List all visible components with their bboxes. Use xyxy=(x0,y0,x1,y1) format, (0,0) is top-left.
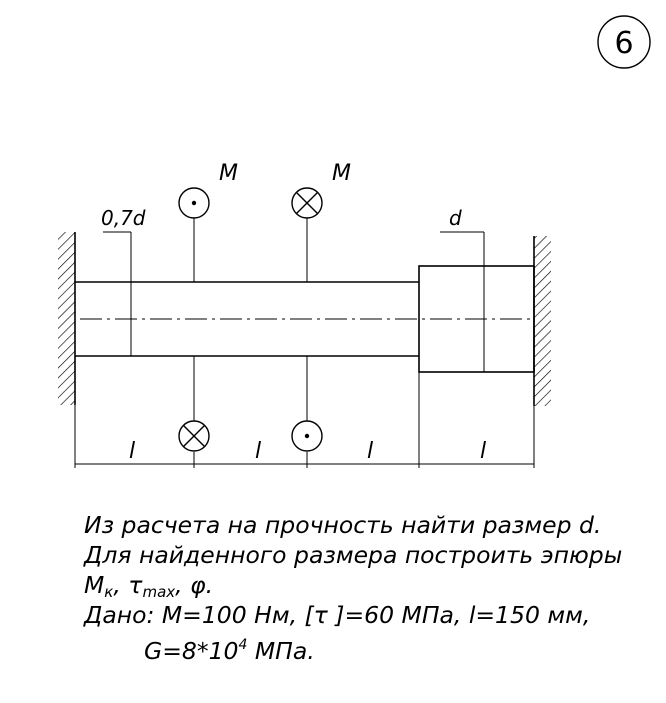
torque-subscript: к xyxy=(104,583,114,601)
line3-rest: , φ. xyxy=(175,571,214,599)
task-line-5 xyxy=(84,630,654,665)
unit-text: МПа. xyxy=(247,637,315,665)
length-label-3: l xyxy=(366,439,374,464)
task-line-3 xyxy=(84,570,654,600)
separator: , xyxy=(113,571,129,599)
length-label-1: l xyxy=(128,439,136,464)
task-line-4: Дано: M=100 Нм, [τ ]=60 МПа, l=150 мм, xyxy=(84,601,591,629)
variant-number: 6 xyxy=(614,26,634,61)
variant-number-badge xyxy=(598,16,650,68)
right-wall xyxy=(534,236,551,406)
length-dimensions xyxy=(75,372,534,468)
length-label-2: l xyxy=(254,439,262,464)
task-text xyxy=(84,510,654,665)
moment-label-1: M xyxy=(219,161,238,186)
tau-subscript: max xyxy=(142,583,176,601)
dimension-large-diameter xyxy=(440,206,484,372)
task-line-2: Для найденного размера построить эпюры xyxy=(84,541,623,569)
large-diameter-label: d xyxy=(449,206,462,230)
task-line-1: Из расчета на прочность найти размер d. xyxy=(84,511,602,539)
exponent: 4 xyxy=(238,637,248,653)
tau-symbol: τ xyxy=(128,571,143,599)
shear-modulus-text: G=8*10 xyxy=(144,637,239,665)
torque-2 xyxy=(292,161,351,451)
torque-symbol: M xyxy=(84,571,105,599)
dimension-small-diameter xyxy=(101,206,146,356)
length-label-4: l xyxy=(479,439,487,464)
left-wall xyxy=(58,232,75,405)
torque-1 xyxy=(179,161,238,451)
small-diameter-label: 0,7d xyxy=(101,206,146,230)
moment-label-2: M xyxy=(332,161,351,186)
